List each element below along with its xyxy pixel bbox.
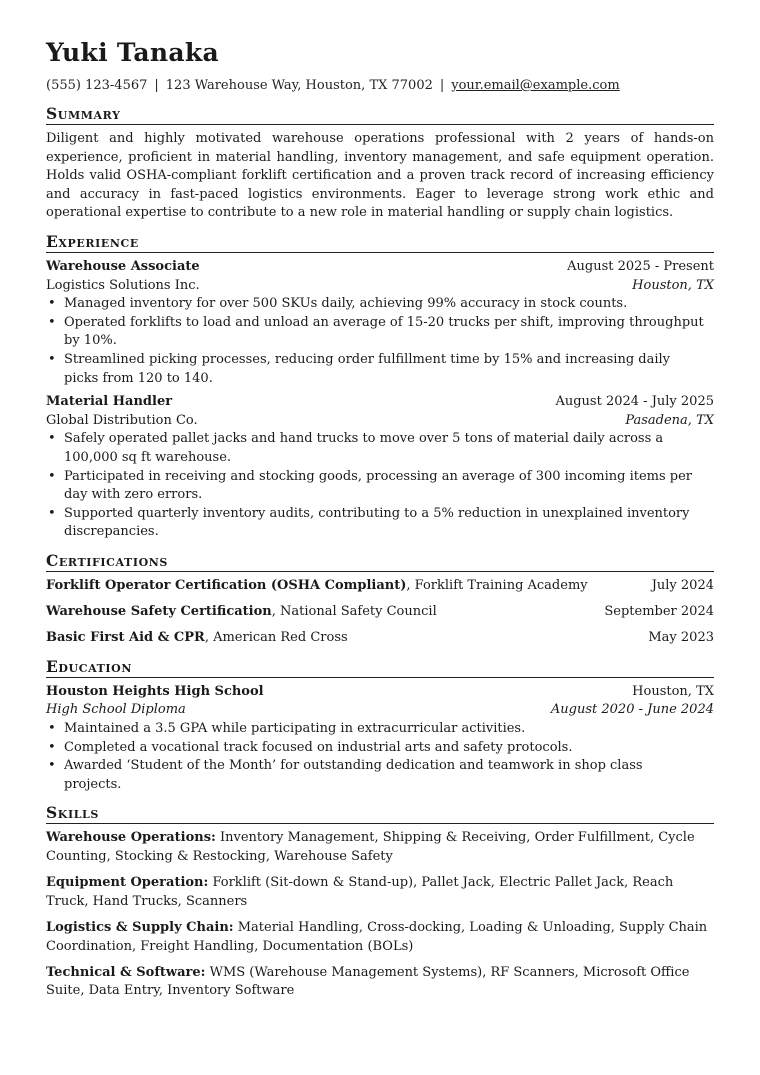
section-title-education: Education — [46, 657, 714, 678]
school-location: Houston, TX — [632, 683, 714, 699]
job-dates: August 2024 - July 2025 — [555, 394, 714, 410]
contact-line — [46, 77, 714, 95]
degree: High School Diploma — [46, 702, 186, 718]
skill-label: Logistics & Supply Chain: — [46, 919, 234, 935]
job-header — [46, 393, 714, 412]
education-dates: August 2020 - June 2024 — [550, 702, 714, 718]
certification-date: September 2024 — [604, 604, 714, 620]
job-company: Logistics Solutions Inc. — [46, 277, 200, 293]
email-link[interactable]: your.email@example.com — [451, 78, 620, 93]
certification-issuer: , American Red Cross — [204, 630, 348, 646]
skill-text: WMS (Warehouse Management Systems), RF Scanners, Microsoft Office Suite, Data Entry, Inventory Software — [46, 964, 690, 999]
certification-row — [46, 577, 714, 596]
job-bullets — [46, 430, 714, 542]
education-header — [46, 683, 714, 702]
job-location: Houston, TX — [632, 277, 714, 293]
job-header — [46, 258, 714, 277]
list-item: • Completed a vocational track focused on industrial arts and safety protocols. — [64, 739, 714, 758]
section-title-summary: Summary — [46, 104, 714, 125]
skill-text: Forklift (Sit-down & Stand-up), Pallet Jack, Electric Pallet Jack, Reach Truck, Hand Trucks, Scanners — [46, 875, 674, 909]
certification-name: Basic First Aid & CPR — [46, 630, 205, 646]
list-item: • Participated in receiving and stocking goods, processing an average of 300 incoming items per day with zero errors. — [64, 468, 714, 505]
skill-text: Material Handling, Cross-docking, Loading & Unloading, Supply Chain Coordination, Freight Handling, Documentation (BOLs) — [46, 919, 708, 954]
job-bullets — [46, 295, 714, 388]
section-title-skills: Skills — [46, 803, 714, 824]
skill-label: Technical & Software: — [46, 964, 206, 980]
list-item: • Managed inventory for over 500 SKUs daily, achieving 99% accuracy in stock counts. — [64, 295, 714, 314]
separator: | — [154, 78, 159, 93]
certification-issuer: , National Safety Council — [271, 604, 437, 620]
address: 123 Warehouse Way, Houston, TX 77002 — [165, 78, 433, 93]
job-subheader — [46, 277, 714, 296]
skill-text: Inventory Management, Shipping & Receiving, Order Fulfillment, Cycle Counting, Stocking & Restocking, Warehouse Safety — [46, 830, 695, 864]
list-item: • Awarded ‘Student of the Month’ for outstanding dedication and teamwork in shop class projects. — [64, 757, 714, 794]
list-item: • Supported quarterly inventory audits, contributing to a 5% reduction in unexplained inventory discrepancies. — [64, 505, 714, 542]
job-location: Pasadena, TX — [625, 412, 714, 428]
section-title-certifications: Certifications — [46, 551, 714, 572]
phone: (555) 123-4567 — [46, 78, 148, 93]
skill-group — [46, 829, 714, 866]
certification-text — [46, 603, 437, 622]
skill-label: Warehouse Operations: — [46, 830, 216, 846]
skill-group — [46, 919, 714, 956]
school-name: Houston Heights High School — [46, 683, 264, 699]
job-title: Material Handler — [46, 394, 173, 410]
certification-name: Forklift Operator Certification (OSHA Compliant) — [46, 577, 407, 593]
separator: | — [439, 78, 445, 93]
resume-name: Yuki Tanaka — [46, 38, 219, 67]
job-entry — [46, 258, 714, 388]
list-item: • Operated forklifts to load and unload an average of 15-20 trucks per shift, improving throughput by 10%. — [64, 314, 714, 351]
certification-issuer: , Forklift Training Academy — [406, 577, 588, 593]
job-title: Warehouse Associate — [46, 258, 200, 274]
skill-group — [46, 964, 714, 1001]
section-title-experience: Experience — [46, 232, 714, 253]
education-subheader — [46, 701, 714, 720]
certification-text — [46, 629, 348, 648]
list-item: • Maintained a 3.5 GPA while participating in extracurricular activities. — [64, 720, 714, 739]
certification-row — [46, 603, 714, 622]
education-bullets — [46, 720, 714, 794]
certification-date: July 2024 — [651, 577, 714, 593]
summary-text: Diligent and highly motivated warehouse operations professional with 2 years of hands-on experience, proficient in material handling, inventory management, and safe equipment operation. Holds valid OSHA-compliant forklift certification and a proven track record of increasing efficiency and accuracy in fast-paced logistics environments. Eager to leverage strong work ethic and operational expertise to contribute to a new role in material handling or supply chain logistics. — [46, 131, 714, 221]
list-item: • Streamlined picking processes, reducing order fulfillment time by 15% and increasing daily picks from 120 to 140. — [64, 351, 714, 388]
job-subheader — [46, 412, 714, 431]
certification-row — [46, 629, 714, 648]
job-entry — [46, 393, 714, 542]
skill-label: Equipment Operation: — [46, 875, 209, 891]
job-company: Global Distribution Co. — [46, 412, 198, 428]
list-item: • Safely operated pallet jacks and hand trucks to move over 5 tons of material daily across a 100,000 sq ft warehouse. — [64, 430, 714, 467]
certification-name: Warehouse Safety Certification — [46, 604, 272, 620]
skill-group — [46, 874, 714, 911]
certification-date: May 2023 — [648, 630, 714, 646]
certification-text — [46, 577, 588, 596]
job-dates: August 2025 - Present — [567, 258, 714, 274]
